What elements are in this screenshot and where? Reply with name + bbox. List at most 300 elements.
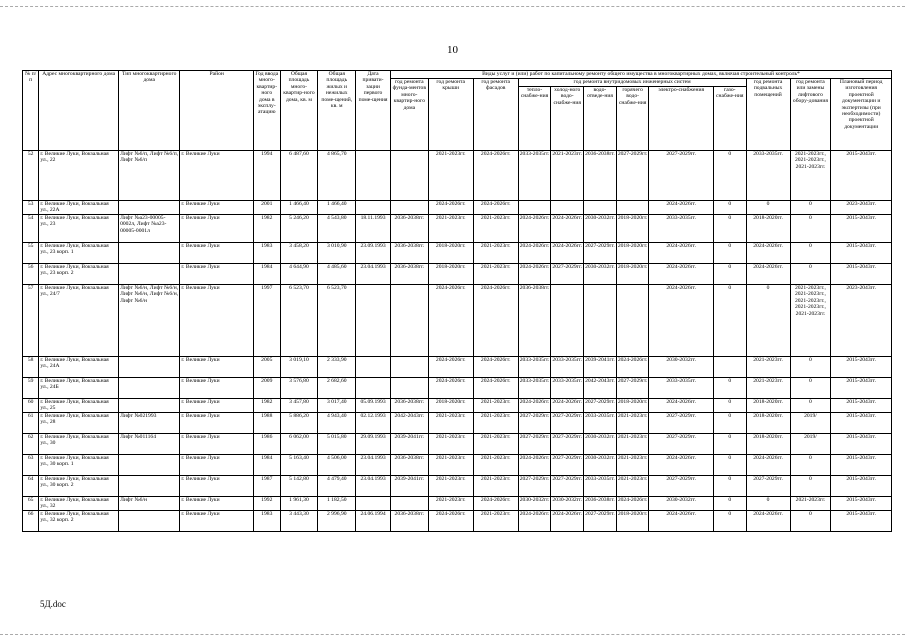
cell-num: 55 xyxy=(23,243,39,264)
header-gas: газо-снабже-ния xyxy=(713,87,746,151)
cell-cold: 2027-2029гг. xyxy=(551,476,584,497)
cell-year: 2009 xyxy=(253,378,280,399)
cell-lift: 0 xyxy=(790,357,831,378)
cell-year: 1997 xyxy=(253,285,280,357)
cell-roof: 2021-2023гг. xyxy=(428,476,473,497)
table-body xyxy=(23,151,892,532)
cell-priv-date xyxy=(356,151,391,201)
cell-cold: 2027-2029гг. xyxy=(551,434,584,455)
cell-plan: 2015-2043гг. xyxy=(831,357,892,378)
cell-living-area: 2 333,90 xyxy=(318,357,356,378)
footer-filename: 5Д.doc xyxy=(40,599,66,609)
cell-sewer: 2030-2032гг. xyxy=(584,455,617,476)
cell-roof: 2024-2026гг. xyxy=(428,357,473,378)
cell-cold xyxy=(551,201,584,215)
cell-living-area: 4 485,60 xyxy=(318,264,356,285)
cell-total-area: 4 644,90 xyxy=(280,264,318,285)
table-row xyxy=(23,201,892,215)
cell-num: 52 xyxy=(23,151,39,201)
cell-lift: 2021-2023гг., 2021-2023гг., 2021-2023гг. xyxy=(790,151,831,201)
cell-living-area: 4 943,40 xyxy=(318,413,356,434)
cell-year: 1983 xyxy=(253,511,280,532)
cell-heat: 2024-2026гг. xyxy=(518,264,551,285)
cell-gas: 0 xyxy=(713,151,746,201)
cell-base: 2021-2023гг. xyxy=(746,357,790,378)
header-facade: год ремонта фасадов xyxy=(473,79,518,151)
cell-district: г. Великие Луки xyxy=(180,151,254,201)
header-num: № п/п xyxy=(23,71,39,151)
cell-priv-date xyxy=(356,378,391,399)
cell-priv-date: 23.04.1993 xyxy=(356,455,391,476)
cell-heat xyxy=(518,201,551,215)
cell-elec: 2027-2029гг. xyxy=(649,413,713,434)
cell-heat: 2033-2035гг. xyxy=(518,357,551,378)
cell-sewer: 2042-2043гг. xyxy=(584,378,617,399)
cell-gas: 0 xyxy=(713,511,746,532)
cell-num: 53 xyxy=(23,201,39,215)
cell-plan: 2023-2043гг. xyxy=(831,285,892,357)
cell-hot: 2021-2023гг. xyxy=(616,413,649,434)
cell-address: г. Великие Луки, Вокзальная ул., 28 xyxy=(39,413,119,434)
cell-heat: 2027-2029гг. xyxy=(518,434,551,455)
cell-type: Лифт №6/п, Лифт №6/п, Лифт №6/п xyxy=(119,151,180,201)
cell-cold: 2024-2026гг. xyxy=(551,399,584,413)
cell-sewer: 2027-2029гг. xyxy=(584,511,617,532)
cell-lift: 2019/ xyxy=(790,434,831,455)
cell-address: г. Великие Луки, Вокзальная ул., 23 корп. 2 xyxy=(39,264,119,285)
cell-plan: 2015-2043гг. xyxy=(831,455,892,476)
table-row xyxy=(23,264,892,285)
cell-living-area: 3 010,90 xyxy=(318,243,356,264)
cell-hot: 2018-2020гг. xyxy=(616,399,649,413)
cell-cold xyxy=(551,285,584,357)
cell-priv-date xyxy=(356,357,391,378)
cell-gas: 0 xyxy=(713,399,746,413)
cell-roof: 2024-2026гг. xyxy=(428,201,473,215)
cell-elec: 2024-2026гг. xyxy=(649,243,713,264)
cell-year: 1987 xyxy=(253,476,280,497)
cell-address: г. Великие Луки, Вокзальная ул., 30 корп. 2 xyxy=(39,476,119,497)
cell-hot: 2021-2023гг. xyxy=(616,455,649,476)
cell-year: 2005 xyxy=(253,357,280,378)
table-row xyxy=(23,243,892,264)
cell-fund: 2036-2038гг. xyxy=(390,399,428,413)
header-living-area: Общая площадь жилых и нежилых поме-щений, кв. м xyxy=(318,71,356,151)
cell-plan: 2023-2043гг. xyxy=(831,201,892,215)
header-works-group: Виды услуг и (или) работ по капитальному ремонту общего имущества в многоквартирных домах, включая строительный контроль* xyxy=(390,71,891,79)
cell-hot: 2024-2026гг. xyxy=(616,357,649,378)
cell-living-area: 4 543,80 xyxy=(318,215,356,243)
cell-address: г. Великие Луки, Вокзальная ул., 32 корп. 2 xyxy=(39,511,119,532)
cell-gas: 0 xyxy=(713,285,746,357)
cell-lift: 0 xyxy=(790,378,831,399)
cell-district: г. Великие Луки xyxy=(180,357,254,378)
cell-sewer: 2039-2041гг. xyxy=(584,357,617,378)
table-row xyxy=(23,413,892,434)
header-fund: год ремонта фунда-ментов много-квартир-ного дома xyxy=(390,79,428,151)
cell-num: 62 xyxy=(23,434,39,455)
cell-type xyxy=(119,455,180,476)
cell-lift: 0 xyxy=(790,243,831,264)
cell-fund: 2036-2038гг. xyxy=(390,511,428,532)
cell-total-area: 1 466,40 xyxy=(280,201,318,215)
cell-total-area: 3 457,80 xyxy=(280,399,318,413)
header-plan: Плановый период изготовления проектной документации и экспертизы (при необходимости) проектной документации xyxy=(831,79,892,151)
cell-heat: 2030-2032гг. xyxy=(518,497,551,511)
cell-elec: 2024-2026гг. xyxy=(649,285,713,357)
cell-cold: 2024-2026гг. xyxy=(551,243,584,264)
cell-district: г. Великие Луки xyxy=(180,476,254,497)
cell-address: г. Великие Луки, Вокзальная ул., 30 корп. 1 xyxy=(39,455,119,476)
cell-sewer: 2033-2035гг. xyxy=(584,413,617,434)
cell-living-area: 4 865,70 xyxy=(318,151,356,201)
cell-roof: 2021-2023гг. xyxy=(428,215,473,243)
cell-plan: 2015-2043гг. xyxy=(831,434,892,455)
cell-facade: 2024-2026гг. xyxy=(473,201,518,215)
cell-type: Лифт №021993 xyxy=(119,413,180,434)
cell-total-area: 1 961,30 xyxy=(280,497,318,511)
cell-lift: 2019/ xyxy=(790,413,831,434)
cell-roof: 2018-2020гг. xyxy=(428,264,473,285)
cell-num: 63 xyxy=(23,455,39,476)
cell-hot: 2018-2020гг. xyxy=(616,264,649,285)
cell-heat: 2027-2029гг. xyxy=(518,476,551,497)
cell-year: 1988 xyxy=(253,413,280,434)
cell-facade: 2021-2023гг. xyxy=(473,455,518,476)
cell-fund: 2039-2041гг. xyxy=(390,434,428,455)
cell-lift: 0 xyxy=(790,511,831,532)
cell-roof: 2018-2020гг. xyxy=(428,399,473,413)
header-cold: холод-ного водо-снабже-ния xyxy=(551,87,584,151)
cell-total-area: 6 523,70 xyxy=(280,285,318,357)
cell-roof: 2021-2023гг. xyxy=(428,151,473,201)
cell-plan: 2015-2043гг. xyxy=(831,399,892,413)
cell-living-area: 4 479,40 xyxy=(318,476,356,497)
cell-elec: 2024-2026гг. xyxy=(649,511,713,532)
cell-base: 2018-2020гг. xyxy=(746,434,790,455)
header-year: Год ввода много-квартир-ного дома в эксплу-атацию xyxy=(253,71,280,151)
cell-plan: 2015-2043гг. xyxy=(831,378,892,399)
cell-cold: 2027-2029гг. xyxy=(551,264,584,285)
cell-roof: 2021-2023гг. xyxy=(428,413,473,434)
cell-address: г. Великие Луки, Вокзальная ул., 22А xyxy=(39,201,119,215)
cell-type: Лифт №011164 xyxy=(119,434,180,455)
cell-type xyxy=(119,399,180,413)
cell-elec: 2030-2032гг. xyxy=(649,497,713,511)
cell-district: г. Великие Луки xyxy=(180,243,254,264)
cell-sewer xyxy=(584,285,617,357)
cell-living-area: 1 182,50 xyxy=(318,497,356,511)
cell-year: 2001 xyxy=(253,201,280,215)
cell-num: 61 xyxy=(23,413,39,434)
cell-heat: 2033-2035гг. xyxy=(518,151,551,201)
cell-plan: 2015-2043гг. xyxy=(831,243,892,264)
cell-facade: 2024-2026гг. xyxy=(473,378,518,399)
cell-type xyxy=(119,511,180,532)
cell-heat: 2027-2029гг. xyxy=(518,413,551,434)
cell-elec: 2033-2035гг. xyxy=(649,378,713,399)
cell-gas: 0 xyxy=(713,215,746,243)
cell-base: 2018-2020гг. xyxy=(746,413,790,434)
cell-heat: 2024-2026гг. xyxy=(518,455,551,476)
header-type: Тип многоквартирного дома xyxy=(119,71,180,151)
cell-sewer: 2036-2038гг. xyxy=(584,497,617,511)
header-roof: год ремонта крыши xyxy=(428,79,473,151)
cell-num: 64 xyxy=(23,476,39,497)
cell-heat: 2024-2026гг. xyxy=(518,215,551,243)
cell-priv-date xyxy=(356,285,391,357)
cell-lift: 0 xyxy=(790,399,831,413)
cell-type: Лифт №6/н xyxy=(119,497,180,511)
cell-sewer: 2030-2032гг. xyxy=(584,434,617,455)
cell-plan: 2015-2043гг. xyxy=(831,476,892,497)
cell-living-area: 5 015,80 xyxy=(318,434,356,455)
header-elec: электро-снабжения xyxy=(649,87,713,151)
table-row xyxy=(23,357,892,378)
cell-sewer: 2027-2029гг. xyxy=(584,399,617,413)
cell-elec: 2027-2029гг. xyxy=(649,151,713,201)
cell-num: 57 xyxy=(23,285,39,357)
header-base: год ремонта подвальных помещений xyxy=(746,79,790,151)
cell-year: 1982 xyxy=(253,399,280,413)
cell-district: г. Великие Луки xyxy=(180,455,254,476)
cell-address: г. Великие Луки, Вокзальная ул., 24Б xyxy=(39,378,119,399)
cell-district: г. Великие Луки xyxy=(180,413,254,434)
cell-fund xyxy=(390,201,428,215)
cell-cold: 2033-2035гг. xyxy=(551,357,584,378)
cell-cold: 2030-2032гг. xyxy=(551,497,584,511)
cell-heat: 2033-2035гг. xyxy=(518,378,551,399)
cell-facade: 2021-2023гг. xyxy=(473,264,518,285)
table-row xyxy=(23,399,892,413)
cell-plan: 2015-2043гг. xyxy=(831,413,892,434)
cell-hot: 2018-2020гг. xyxy=(616,511,649,532)
cell-living-area: 3 017,40 xyxy=(318,399,356,413)
cell-heat: 2024-2026гг. xyxy=(518,243,551,264)
cell-hot: 2018-2020гг. xyxy=(616,243,649,264)
cell-hot: 2024-2026гг. xyxy=(616,497,649,511)
cell-num: 66 xyxy=(23,511,39,532)
cell-priv-date: 23.09.1993 xyxy=(356,243,391,264)
cell-elec: 2024-2026гг. xyxy=(649,455,713,476)
page-number: 10 xyxy=(447,44,458,56)
cell-sewer xyxy=(584,201,617,215)
cell-total-area: 5 163,40 xyxy=(280,455,318,476)
cell-district: г. Великие Луки xyxy=(180,264,254,285)
cell-gas: 0 xyxy=(713,378,746,399)
cell-facade: 2024-2026гг. xyxy=(473,497,518,511)
cell-roof: 2021-2023гг. xyxy=(428,434,473,455)
cell-facade: 2024-2026гг. xyxy=(473,285,518,357)
cell-elec: 2024-2026гг. xyxy=(649,201,713,215)
cell-address: г. Великие Луки, Вокзальная ул., 24А xyxy=(39,357,119,378)
cell-priv-date: 18.11.1993 xyxy=(356,215,391,243)
cell-address: г. Великие Луки, Вокзальная ул., 23 корп. 1 xyxy=(39,243,119,264)
cell-fund: 2036-2038гг. xyxy=(390,455,428,476)
cell-address: г. Великие Луки, Вокзальная ул., 22 xyxy=(39,151,119,201)
cell-elec: 2030-2032гг. xyxy=(649,357,713,378)
header-hot: горячего водо-снабже-ния xyxy=(616,87,649,151)
cell-roof: 2021-2023гг. xyxy=(428,455,473,476)
cell-plan: 2015-2043гг. xyxy=(831,215,892,243)
cell-hot: 2027-2029гг. xyxy=(616,151,649,201)
cell-facade: 2021-2023гг. xyxy=(473,511,518,532)
cell-total-area: 3 458,20 xyxy=(280,243,318,264)
cell-sewer: 2036-2038гг. xyxy=(584,151,617,201)
cell-roof: 2018-2020гг. xyxy=(428,243,473,264)
cell-total-area: 5 246,20 xyxy=(280,215,318,243)
header-heat: тепло-снабже-ния xyxy=(518,87,551,151)
cell-year: 1984 xyxy=(253,264,280,285)
cell-fund xyxy=(390,285,428,357)
cell-base: 2024-2026гг. xyxy=(746,455,790,476)
cell-fund xyxy=(390,497,428,511)
cell-year: 1983 xyxy=(253,243,280,264)
cell-gas: 0 xyxy=(713,455,746,476)
table-row xyxy=(23,378,892,399)
header-sewer: водо-отведе-ния xyxy=(584,87,617,151)
cell-hot: 2021-2023гг. xyxy=(616,476,649,497)
cell-heat: 2024-2026гг. xyxy=(518,511,551,532)
cell-living-area: 2 996,90 xyxy=(318,511,356,532)
cell-plan: 2015-2043гг. xyxy=(831,264,892,285)
table-row xyxy=(23,455,892,476)
table-row xyxy=(23,151,892,201)
header-priv-date: Дата привати-зации первого поме-щения xyxy=(356,71,391,151)
cell-district: г. Великие Луки xyxy=(180,378,254,399)
cell-elec: 2024-2026гг. xyxy=(649,399,713,413)
cell-year: 1992 xyxy=(253,497,280,511)
cell-district: г. Великие Луки xyxy=(180,511,254,532)
cell-elec: 2033-2035гг. xyxy=(649,215,713,243)
cell-num: 56 xyxy=(23,264,39,285)
cell-district: г. Великие Луки xyxy=(180,285,254,357)
cell-total-area: 3 019,10 xyxy=(280,357,318,378)
header-district: Район xyxy=(180,71,254,151)
table-row xyxy=(23,215,892,243)
cell-hot xyxy=(616,201,649,215)
cell-cold: 2033-2035гг. xyxy=(551,378,584,399)
cell-living-area: 6 523,70 xyxy=(318,285,356,357)
table-row xyxy=(23,497,892,511)
cell-total-area: 6 062,00 xyxy=(280,434,318,455)
cell-base: 2024-2026гг. xyxy=(746,511,790,532)
cell-address: г. Великие Луки, Вокзальная ул., 24/7 xyxy=(39,285,119,357)
cell-total-area: 5 142,80 xyxy=(280,476,318,497)
cell-hot: 2027-2029гг. xyxy=(616,378,649,399)
cell-facade: 2024-2026гг. xyxy=(473,151,518,201)
cell-gas: 0 xyxy=(713,201,746,215)
header-total-area: Общая площадь много-квартир-ного дома, кв. м xyxy=(280,71,318,151)
table-header xyxy=(23,71,892,151)
cell-year: 1984 xyxy=(253,455,280,476)
cell-fund: 2036-2038гг. xyxy=(390,243,428,264)
cell-priv-date: 24.06.1994 xyxy=(356,511,391,532)
cell-roof: 2021-2023гг. xyxy=(428,497,473,511)
cell-priv-date: 29.09.1993 xyxy=(356,434,391,455)
cell-cold: 2027-2029гг. xyxy=(551,455,584,476)
cell-facade: 2021-2023гг. xyxy=(473,413,518,434)
cell-total-area: 5 886,20 xyxy=(280,413,318,434)
cell-facade: 2024-2026гг. xyxy=(473,357,518,378)
cell-num: 58 xyxy=(23,357,39,378)
cell-fund: 2039-2041гг. xyxy=(390,476,428,497)
cell-base: 2024-2026гг. xyxy=(746,243,790,264)
cell-base: 0 xyxy=(746,497,790,511)
cell-cold: 2021-2023гг. xyxy=(551,151,584,201)
cell-lift: 0 xyxy=(790,476,831,497)
header-lift: год ремонта или замены лифтового обору-дования xyxy=(790,79,831,151)
cell-priv-date: 23.04.1993 xyxy=(356,476,391,497)
cell-num: 54 xyxy=(23,215,39,243)
cell-type xyxy=(119,357,180,378)
table-row xyxy=(23,434,892,455)
cell-facade: 2021-2023гг. xyxy=(473,476,518,497)
cell-gas: 0 xyxy=(713,413,746,434)
cell-num: 59 xyxy=(23,378,39,399)
cell-priv-date: 05.09.1993 xyxy=(356,399,391,413)
table-row xyxy=(23,476,892,497)
cell-fund: 2042-2043гг. xyxy=(390,413,428,434)
cell-lift: 0 xyxy=(790,264,831,285)
cell-elec: 2027-2029гг. xyxy=(649,476,713,497)
bottom-border xyxy=(0,634,905,635)
cell-type xyxy=(119,201,180,215)
cell-elec: 2027-2029гг. xyxy=(649,434,713,455)
cell-facade: 2021-2023гг. xyxy=(473,399,518,413)
cell-address: г. Великие Луки, Вокзальная ул., 25 xyxy=(39,399,119,413)
cell-year: 1994 xyxy=(253,151,280,201)
cell-gas: 0 xyxy=(713,476,746,497)
cell-heat: 2024-2026гг. xyxy=(518,399,551,413)
table-row xyxy=(23,511,892,532)
cell-type: Лифт №6/н, Лифт №6/н, Лифт №6/н, Лифт №6/н, Лифт №6/н xyxy=(119,285,180,357)
cell-living-area: 2 682,60 xyxy=(318,378,356,399)
cell-address: г. Великие Луки, Вокзальная ул., 30 xyxy=(39,434,119,455)
cell-plan: 2015-2043гг. xyxy=(831,497,892,511)
cell-gas: 0 xyxy=(713,434,746,455)
cell-num: 60 xyxy=(23,399,39,413)
cell-fund: 2036-2038гг. xyxy=(390,215,428,243)
table-row xyxy=(23,285,892,357)
cell-district: г. Великие Луки xyxy=(180,201,254,215)
cell-facade: 2021-2023гг. xyxy=(473,434,518,455)
cell-district: г. Великие Луки xyxy=(180,434,254,455)
cell-lift: 2021-2023гг. xyxy=(790,497,831,511)
header-address: Адрес многоквартирного дома xyxy=(39,71,119,151)
cell-total-area: 6 487,60 xyxy=(280,151,318,201)
cell-fund xyxy=(390,378,428,399)
cell-sewer: 2027-2029гг. xyxy=(584,243,617,264)
cell-total-area: 3 443,30 xyxy=(280,511,318,532)
cell-roof: 2024-2026гг. xyxy=(428,511,473,532)
cell-type xyxy=(119,264,180,285)
cell-fund: 2036-2038гг. xyxy=(390,264,428,285)
cell-gas xyxy=(713,357,746,378)
cell-type xyxy=(119,243,180,264)
cell-base: 2018-2020гг. xyxy=(746,399,790,413)
header-systems-group: год ремонта внутридомовых инженерных систем xyxy=(518,79,746,87)
cell-base: 2024-2026гг. xyxy=(746,264,790,285)
cell-address: г. Великие Луки, Вокзальная ул., 32 xyxy=(39,497,119,511)
cell-district: г. Великие Луки xyxy=(180,497,254,511)
top-border xyxy=(0,6,905,7)
cell-hot: 2021-2023гг. xyxy=(616,434,649,455)
cell-base: 2027-2029гг. xyxy=(746,476,790,497)
cell-num: 65 xyxy=(23,497,39,511)
cell-living-area: 4 506,00 xyxy=(318,455,356,476)
cell-sewer: 2033-2035гг. xyxy=(584,476,617,497)
